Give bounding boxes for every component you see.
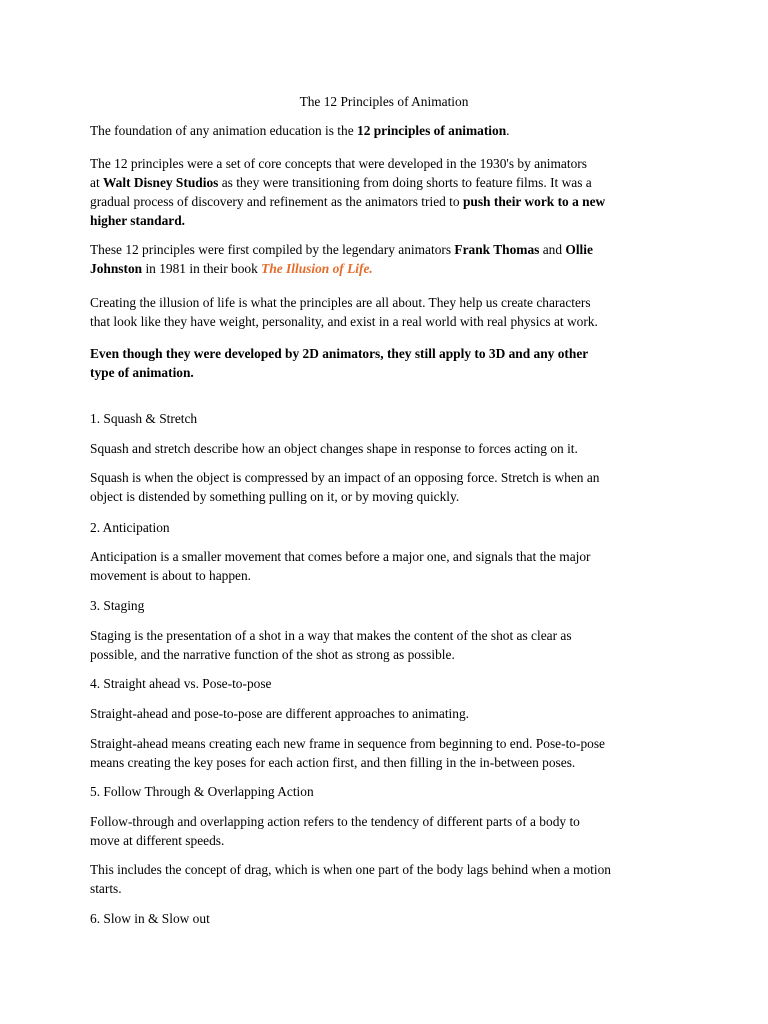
author-johnston: Johnston (90, 261, 143, 276)
intro-bold: 12 principles of animation (357, 123, 507, 138)
history-line-1: The 12 principles were a set of core concepts that were developed in the 1930's by animators (90, 156, 587, 171)
note-paragraph (90, 344, 690, 382)
illusion-line-1: Creating the illusion of life is what the principles are all about. They help us create characters (90, 295, 591, 310)
principle-paragraph: Straight-ahead means creating each new frame in sequence from beginning to end. Pose-to-pose means creating the key poses for each action first, and then filling in the in-between poses. (90, 736, 605, 770)
principle-heading: 5. Follow Through & Overlapping Action (90, 784, 314, 799)
principle-paragraph: Anticipation is a smaller movement that comes before a major one, and signals that the major movement is about to happen. (90, 549, 591, 583)
compiled-line-1-start: These 12 principles were first compiled by the legendary animators (90, 242, 455, 257)
principle-paragraph: Staging is the presentation of a shot in a way that makes the content of the shot as clear as possible, and the narrative function of the shot as strong as possible. (90, 628, 572, 662)
book-title: The Illusion of Life. (261, 261, 373, 276)
intro-paragraph (90, 121, 690, 140)
intro-text: The foundation of any animation education is the (90, 123, 357, 138)
history-line-2-end: as they were transitioning from doing shorts to feature films. It was a (218, 175, 592, 190)
compiled-paragraph (90, 240, 690, 278)
note-line-1: Even though they were developed by 2D animators, they still apply to 3D and any other (90, 346, 589, 361)
principle-heading: 1. Squash & Stretch (90, 411, 198, 426)
author-ollie: Ollie (565, 242, 593, 257)
compiled-and: and (539, 242, 566, 257)
principle-paragraph: Straight-ahead and pose-to-pose are different approaches to animating. (90, 706, 470, 721)
intro-end: . (506, 123, 510, 138)
history-line-3-bold: push their work to a new (462, 194, 606, 209)
principle-heading: 3. Staging (90, 598, 145, 613)
principle-paragraph: Squash and stretch describe how an object changes shape in response to forces acting on it. (90, 441, 578, 456)
principle-paragraph: This includes the concept of drag, which is when one part of the body lags behind when a motion starts. (90, 862, 611, 896)
illusion-paragraph (90, 293, 690, 331)
history-line-4-bold: higher standard. (90, 213, 185, 228)
author-frank-thomas: Frank Thomas (454, 242, 540, 257)
principle-heading: 2. Anticipation (90, 520, 170, 535)
history-line-2-start: at (90, 175, 104, 190)
history-line-3-start: gradual process of discovery and refinement as the animators tried to (90, 194, 463, 209)
principle-heading: 4. Straight ahead vs. Pose-to-pose (90, 676, 272, 691)
illusion-line-2: that look like they have weight, personality, and exist in a real world with real physics at work. (90, 314, 598, 329)
principle-heading: 6. Slow in & Slow out (90, 911, 210, 926)
document-title: The 12 Principles of Animation (299, 94, 469, 109)
principle-paragraph: Squash is when the object is compressed by an impact of an opposing force. Stretch is when an object is distended by something pulling on it, or by moving quickly. (90, 470, 600, 504)
principle-paragraph: Follow-through and overlapping action refers to the tendency of different parts of a body to move at different speeds. (90, 814, 580, 848)
note-line-2: type of animation. (90, 365, 194, 380)
history-paragraph (90, 154, 690, 230)
studio-name: Walt Disney Studios (103, 175, 219, 190)
compiled-line-2-mid: in 1981 in their book (142, 261, 262, 276)
